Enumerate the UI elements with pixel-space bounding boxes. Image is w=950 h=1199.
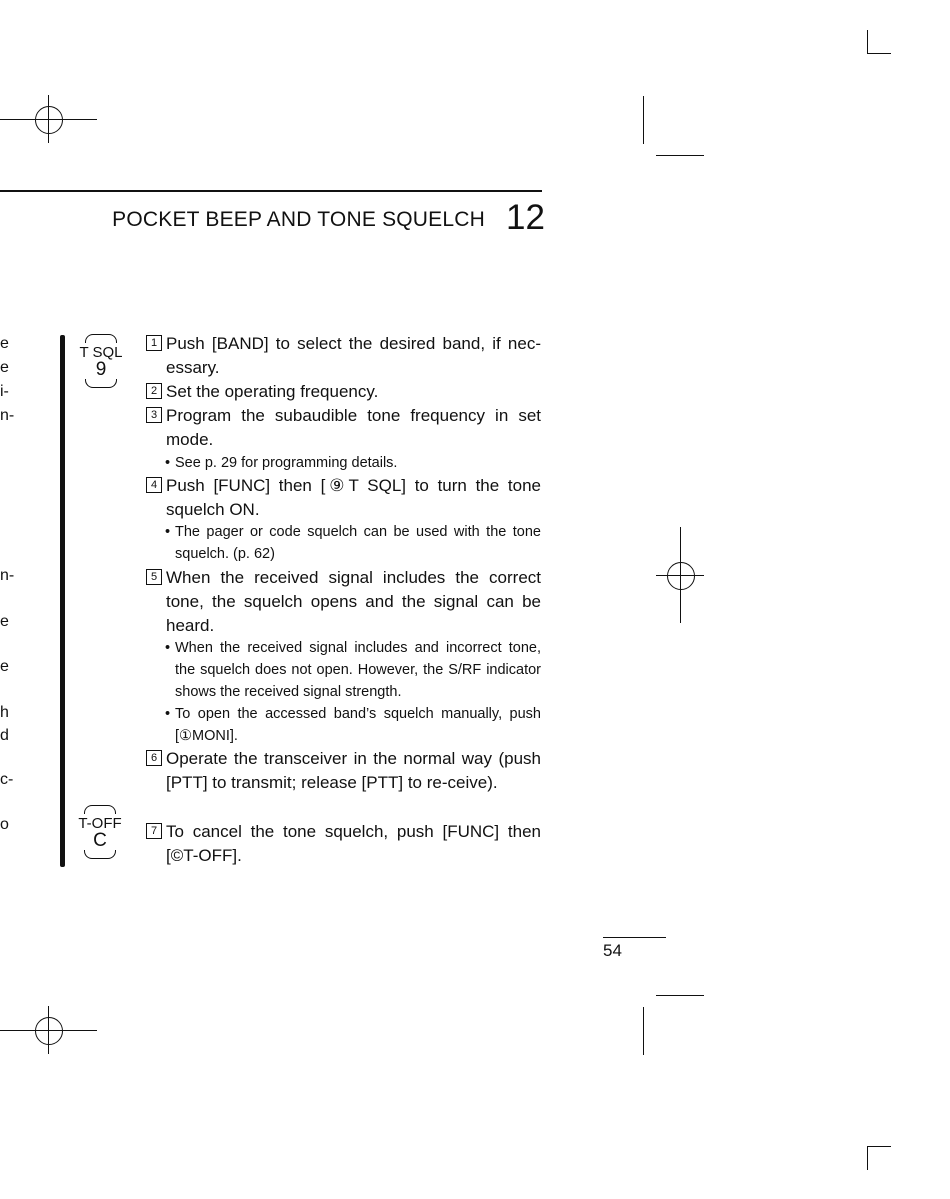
step-text: To cancel the tone squelch, push [FUNC] then [©T-OFF].	[166, 822, 541, 865]
crop-mark	[867, 1146, 891, 1147]
margin-fragment: c-	[0, 771, 14, 788]
step-4	[146, 474, 541, 522]
margin-fragment: h	[0, 704, 9, 721]
margin-fragment: n-	[0, 407, 15, 424]
note-bullet: • To open the accessed band’s squelch manually, push [①MONI].	[165, 703, 541, 747]
crop-mark	[643, 96, 644, 144]
crop-mark	[867, 30, 868, 54]
step-text: Operate the transceiver in the normal way (push [PTT] to transmit; release [PTT] to re-ceive).	[166, 749, 541, 792]
step-1	[146, 332, 541, 380]
chapter-number: 12	[506, 198, 545, 237]
note-text: See p. 29 for programming details.	[175, 455, 398, 471]
section-bar	[60, 335, 65, 867]
step-number: 5	[146, 569, 162, 585]
note-bullet: • When the received signal includes and incorrect tone, the squelch does not open. However, the S/RF indicator shows the received signal strength.	[165, 637, 541, 703]
crop-mark	[867, 53, 891, 54]
toff-key-icon: T-OFF C	[75, 805, 125, 859]
step-number: 1	[146, 335, 162, 351]
margin-fragment: o	[0, 816, 9, 833]
margin-fragment: i-	[0, 383, 9, 400]
step-text: Set the operating frequency.	[166, 382, 379, 401]
margin-fragment: e	[0, 613, 9, 630]
page-number: 54	[603, 941, 622, 960]
crop-mark	[656, 995, 704, 996]
note-text: When the received signal includes and incorrect tone, the squelch does not open. However, the S/RF indicator shows the received signal strength.	[175, 640, 541, 700]
crop-mark	[656, 155, 704, 156]
section-title: POCKET BEEP AND TONE SQUELCH	[112, 208, 485, 231]
margin-fragment: n-	[0, 567, 15, 584]
tsql-key-icon: T SQL 9	[76, 334, 126, 388]
margin-fragment: e	[0, 359, 9, 376]
step-3	[146, 404, 541, 452]
step-6	[146, 747, 541, 795]
step-5	[146, 566, 541, 638]
note-text: To open the accessed band’s squelch manually, push [①MONI].	[175, 706, 541, 744]
step-text: Push [FUNC] then [⑨T SQL] to turn the tone squelch ON.	[166, 476, 541, 519]
step-number: 4	[146, 477, 162, 493]
margin-fragment: e	[0, 658, 9, 675]
step-number: 6	[146, 750, 162, 766]
crop-mark	[643, 1007, 644, 1055]
step-text: When the received signal includes the correct tone, the squelch opens and the signal can be heard.	[166, 568, 541, 635]
margin-fragment: d	[0, 727, 9, 744]
header-rule	[0, 190, 542, 192]
step-number: 3	[146, 407, 162, 423]
page-number-rule	[603, 937, 666, 938]
crop-mark	[867, 1146, 868, 1170]
step-number: 2	[146, 383, 162, 399]
margin-fragment: e	[0, 335, 9, 352]
step-text: Push [BAND] to select the desired band, if nec-essary.	[166, 334, 541, 377]
step-text: Program the subaudible tone frequency in set mode.	[166, 406, 541, 449]
step-number: 7	[146, 823, 162, 839]
note-bullet: • The pager or code squelch can be used with the tone squelch. (p. 62)	[165, 521, 541, 565]
note-text: The pager or code squelch can be used with the tone squelch. (p. 62)	[175, 524, 541, 562]
note-bullet: • See p. 29 for programming details.	[165, 452, 541, 474]
step-7	[146, 820, 541, 868]
step-2	[146, 380, 541, 404]
